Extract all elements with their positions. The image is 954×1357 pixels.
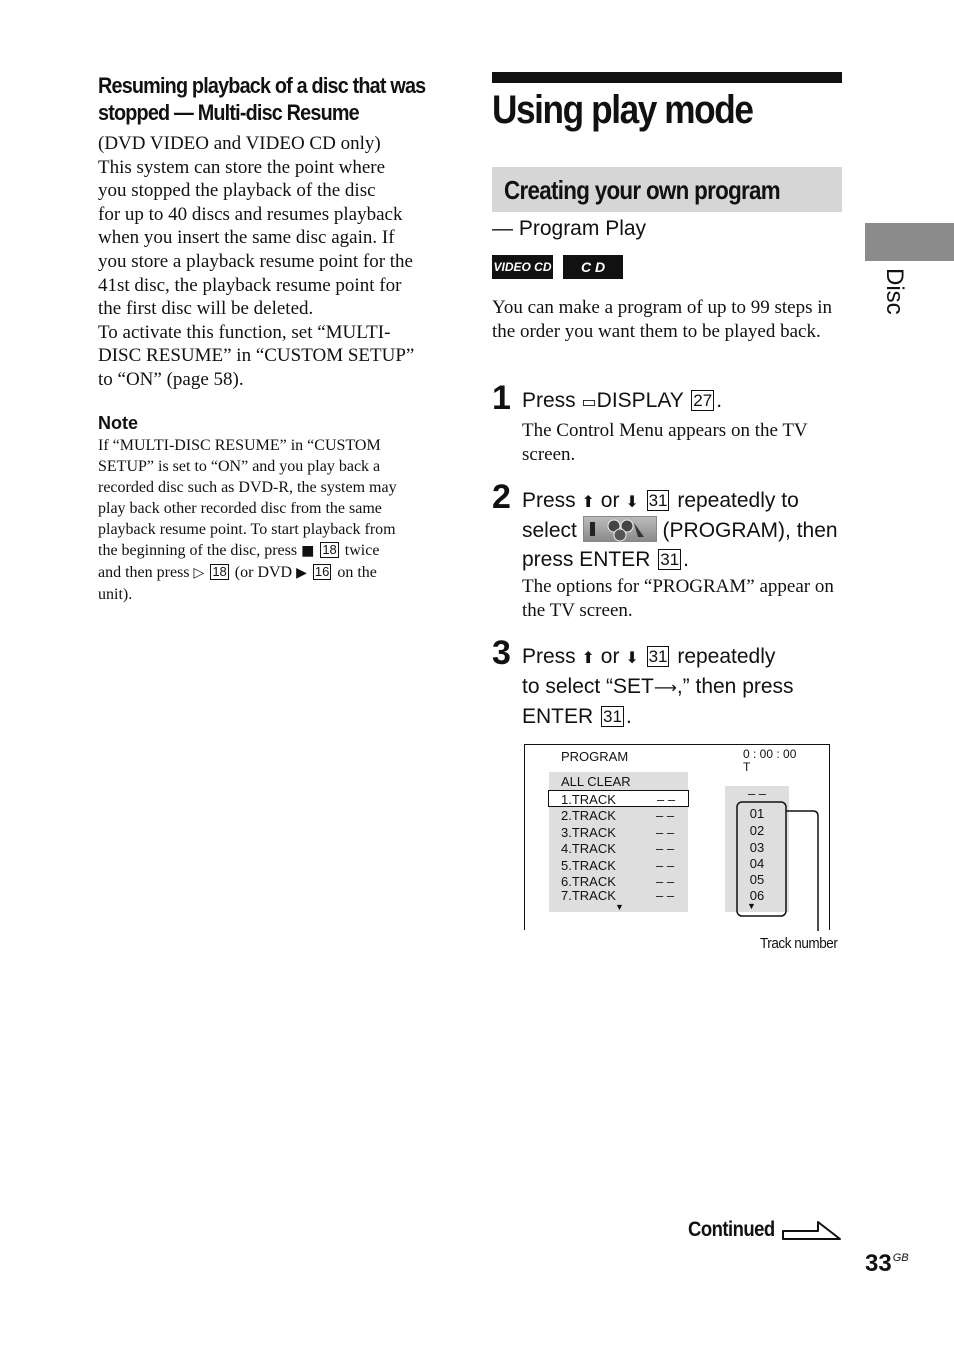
scroll-down-icon[interactable]: ▼ [747, 901, 756, 911]
list-item-label: 6.TRACK [561, 874, 616, 889]
step-fragment: repeatedly [677, 645, 776, 668]
top-rule [492, 72, 842, 83]
list-item-value: – – [656, 841, 675, 856]
step-line [522, 672, 842, 702]
note-fragment: (or DVD [234, 563, 293, 581]
time-sub: T [743, 760, 751, 774]
step-1-text [522, 386, 842, 416]
screen-title: PROGRAM [561, 749, 629, 764]
section-title-line1: Resuming playback of a disc that was [98, 73, 426, 98]
multi-disc-resume-text [98, 132, 450, 392]
key-ref: 31 [648, 491, 668, 510]
text-line: you stopped the playback of the disc [98, 180, 376, 202]
step-line [522, 642, 842, 672]
text-line: This system can store the point where [98, 156, 386, 178]
step-fragment: . [625, 705, 632, 728]
key-ref: 31 [648, 647, 668, 666]
continued-text: Continued [688, 1218, 775, 1241]
step-1-result: The Control Menu appears on the TV screen. [522, 420, 808, 465]
list-item-label: 2.TRACK [561, 808, 616, 823]
step-fragment: or [600, 489, 620, 512]
step-fragment: Press [522, 489, 576, 512]
step-fragment: DISPLAY [596, 389, 684, 412]
text-line: To activate this function, set “MULTI- [98, 321, 391, 343]
track-item[interactable]: 06 [749, 888, 765, 903]
list-item-label: ALL CLEAR [561, 774, 631, 789]
step-fragment: Press [522, 645, 576, 668]
note-line: playback resume point. To start playback from [98, 520, 396, 538]
track-item[interactable]: – – [747, 786, 767, 801]
step-fragment: . [683, 548, 689, 571]
step-line [522, 545, 842, 574]
note-fragment: the beginning of the disc, press [98, 541, 298, 559]
track-item[interactable]: 01 [749, 806, 765, 821]
stop-icon: ■ [301, 542, 315, 559]
scroll-down-icon[interactable]: ▼ [615, 902, 624, 912]
key-ref: 18 [322, 541, 337, 557]
list-item-label: 1.TRACK [561, 792, 616, 807]
step-3-text [522, 642, 842, 731]
note-fragment: on the [337, 563, 377, 581]
list-item-label: 4.TRACK [561, 841, 616, 856]
list-item-label: 3.TRACK [561, 825, 616, 840]
step-2-text [522, 486, 842, 574]
note-line: recorded disc such as DVD-R, the system may [98, 478, 397, 496]
step-line [522, 486, 842, 516]
step-line [522, 516, 842, 545]
step-fragment: to select “SET [522, 675, 654, 698]
list-item-value: – – [656, 874, 675, 889]
up-arrow-icon: ⬆ [581, 492, 595, 511]
step-fragment: repeatedly to [677, 489, 799, 512]
note-fragment: and then press [98, 563, 190, 581]
program-screen [524, 744, 830, 930]
step-2-number: 2 [492, 478, 511, 516]
step-fragment: select [522, 519, 577, 542]
step-fragment: press ENTER [522, 548, 651, 571]
note-line: play back other recorded disc from the same [98, 499, 382, 517]
display-button-icon: ▭ [581, 392, 597, 411]
note-line [98, 562, 450, 584]
section-title-line2: stopped — Multi-disc Resume [98, 100, 359, 125]
list-item-value: – – [656, 808, 675, 823]
up-arrow-icon: ⬆ [581, 648, 595, 667]
track-number-label: Track number [760, 935, 838, 952]
chapter-tab [865, 223, 954, 261]
callout-lines [525, 745, 831, 931]
step-fragment: ENTER [522, 705, 594, 728]
key-ref: 16 [314, 563, 330, 579]
subheading: Creating your own program [504, 175, 780, 205]
step-1-number: 1 [492, 379, 511, 417]
page-number [865, 1250, 909, 1278]
program-menu-icon [583, 516, 657, 542]
step-fragment: Press [522, 389, 576, 412]
text-line: the first disc will be deleted. [98, 298, 314, 320]
note-heading: Note [98, 412, 138, 433]
list-item-value: – – [656, 858, 675, 873]
track-item[interactable]: 05 [749, 872, 765, 887]
list-item-value: – – [656, 888, 675, 903]
set-arrow-icon: ⟶ [653, 678, 677, 697]
note-text [98, 435, 450, 605]
time-readout: 0 : 00 : 00 [743, 747, 797, 761]
step-fragment: . [716, 389, 723, 412]
key-ref: 31 [603, 707, 622, 726]
subheading-bar [492, 167, 842, 212]
track-item[interactable]: 03 [749, 840, 765, 855]
text-line: for up to 40 discs and resumes playback [98, 203, 403, 225]
chapter-label: Disc [881, 268, 908, 315]
page-title: Using play mode [492, 88, 753, 132]
step-fragment: ,” then press [676, 675, 794, 698]
note-line: unit). [98, 585, 133, 603]
continued-arrow-icon [782, 1219, 842, 1241]
step-line [522, 702, 842, 731]
down-arrow-icon: ⬇ [625, 492, 639, 511]
list-item-value: – – [657, 792, 676, 807]
list-item-label: 5.TRACK [561, 858, 616, 873]
down-arrow-icon: ⬇ [625, 648, 639, 667]
cd-badge: C D [563, 255, 623, 279]
track-item[interactable]: 02 [749, 823, 765, 838]
list-item-value: – – [656, 825, 675, 840]
step-fragment: (PROGRAM), then [662, 519, 838, 542]
key-ref: 18 [212, 563, 227, 579]
page-suffix: GB [892, 1252, 909, 1264]
text-line: to “ON” (page 58). [98, 368, 244, 390]
note-line [98, 540, 450, 562]
page-number-value: 33 [865, 1250, 892, 1277]
note-fragment: twice [344, 541, 380, 559]
play-filled-icon: ▶ [296, 564, 307, 581]
program-play-label: — Program Play [492, 217, 647, 240]
text-line: when you insert the same disc again. If [98, 227, 395, 249]
continued-label [688, 1218, 775, 1242]
play-outline-icon: ▷ [193, 564, 205, 581]
left-column [98, 72, 450, 605]
key-ref: 31 [660, 550, 680, 569]
list-item-label: 7.TRACK [561, 888, 616, 903]
intro-text: You can make a program of up to 99 steps in the order you want them to be played back. [492, 297, 833, 342]
video-cd-badge: VIDEO CD [492, 255, 553, 279]
step-3-number: 3 [492, 634, 511, 672]
key-ref: 27 [693, 391, 713, 410]
step-2-result: The options for “PROGRAM” appear on the TV screen. [522, 576, 834, 621]
section-title [98, 72, 440, 126]
step-fragment: or [600, 645, 620, 668]
text-line: 41st disc, the playback resume point for [98, 274, 402, 296]
note-line: If “MULTI-DISC RESUME” in “CUSTOM [98, 436, 381, 454]
text-line: you store a playback resume point for the [98, 250, 413, 272]
text-line: (DVD VIDEO and VIDEO CD only) [98, 133, 381, 154]
track-item[interactable]: 04 [749, 856, 765, 871]
text-line: DISC RESUME” in “CUSTOM SETUP” [98, 345, 415, 367]
note-line: SETUP” is set to “ON” and you play back a [98, 457, 381, 475]
